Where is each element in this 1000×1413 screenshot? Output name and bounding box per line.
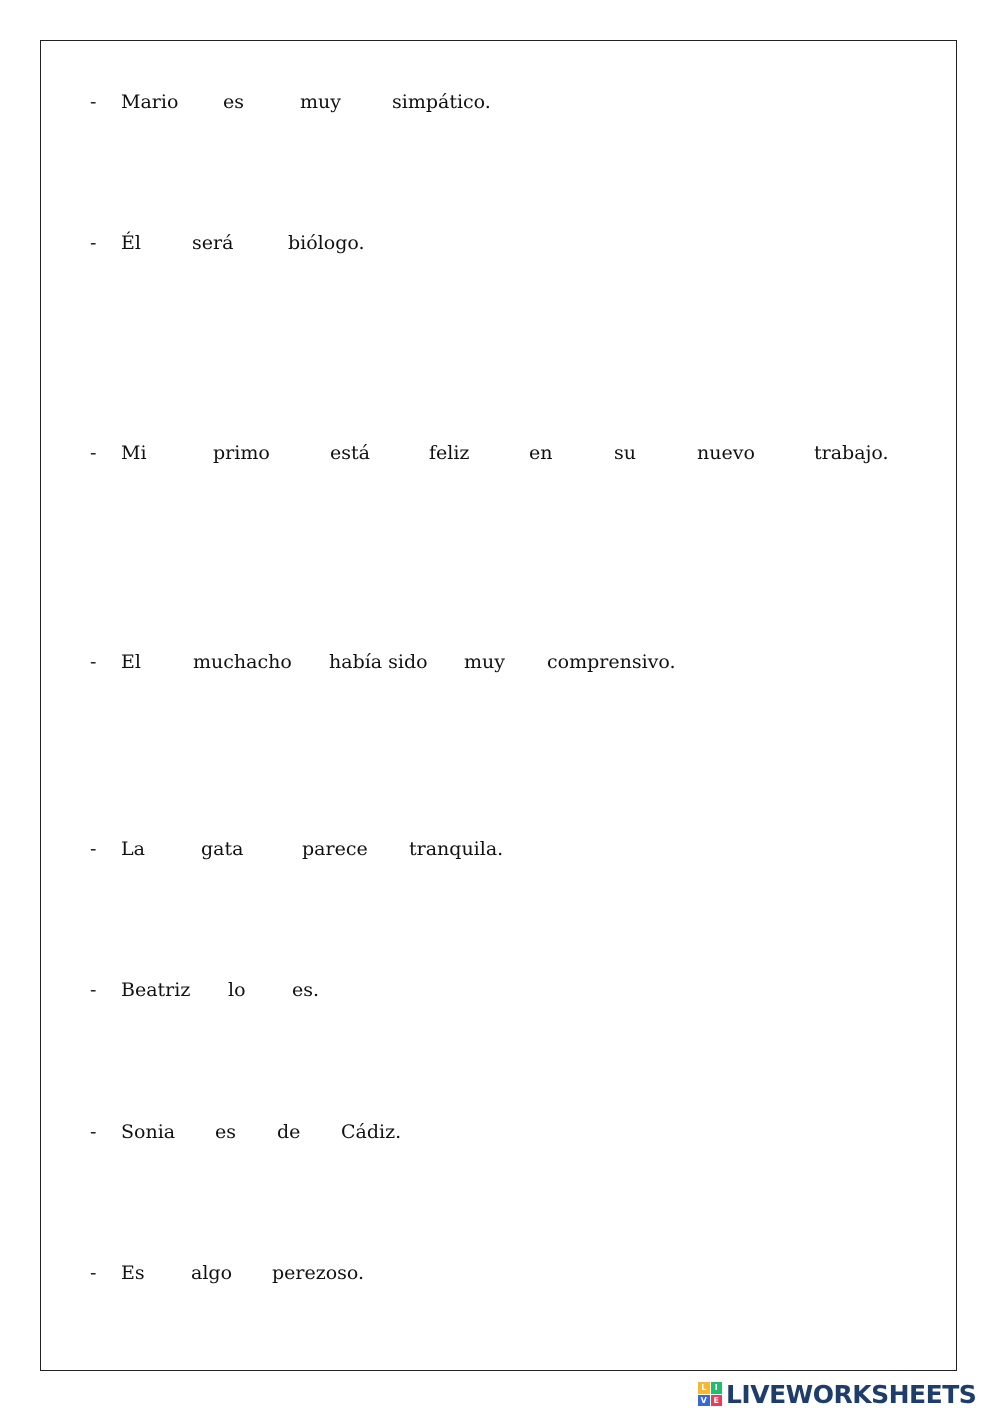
word-draggable[interactable]: es (215, 1121, 236, 1143)
logo-letter: I (711, 1382, 723, 1394)
sentence-3 (41, 438, 958, 468)
word-draggable[interactable]: primo (213, 442, 270, 464)
word-draggable[interactable]: feliz (429, 442, 470, 464)
worksheet-page (40, 40, 957, 1371)
sentence-dash: - (90, 979, 97, 1001)
sentence-dash: - (90, 1121, 97, 1143)
sentence-8 (41, 1258, 958, 1288)
sentence-4 (41, 647, 958, 677)
word-draggable[interactable]: es (223, 91, 244, 113)
word-draggable[interactable]: Beatriz (121, 979, 191, 1001)
word-draggable[interactable]: está (330, 442, 370, 464)
word-draggable[interactable]: en (529, 442, 553, 464)
liveworksheets-logo (698, 1378, 976, 1410)
word-draggable[interactable]: Cádiz. (341, 1121, 402, 1143)
logo-letter: E (711, 1395, 723, 1407)
word-draggable[interactable]: Es (121, 1262, 145, 1284)
logo-letter: L (698, 1382, 710, 1394)
word-draggable[interactable]: Sonia (121, 1121, 176, 1143)
word-draggable[interactable]: Mario (121, 91, 179, 113)
word-draggable[interactable]: nuevo (697, 442, 755, 464)
word-draggable[interactable]: gata (201, 838, 244, 860)
sentence-dash: - (90, 1262, 97, 1284)
sentence-6 (41, 975, 958, 1005)
word-draggable[interactable]: su (614, 442, 636, 464)
word-draggable[interactable]: trabajo. (814, 442, 889, 464)
word-draggable[interactable]: El (121, 651, 141, 673)
word-draggable[interactable]: biólogo. (288, 232, 365, 254)
sentence-dash: - (90, 232, 97, 254)
word-draggable[interactable]: será (192, 232, 234, 254)
word-draggable[interactable]: Él (121, 232, 141, 254)
word-draggable[interactable]: La (121, 838, 145, 860)
logo-mark-icon (698, 1382, 722, 1406)
sentence-dash: - (90, 838, 97, 860)
word-draggable[interactable]: lo (228, 979, 246, 1001)
sentence-dash: - (90, 442, 97, 464)
sentence-2 (41, 228, 958, 258)
logo-text: LIVEWORKSHEETS (726, 1379, 977, 1409)
word-draggable[interactable]: tranquila. (409, 838, 504, 860)
word-draggable[interactable]: muchacho (193, 651, 292, 673)
sentence-dash: - (90, 651, 97, 673)
sentence-1 (41, 87, 958, 117)
word-draggable[interactable]: es. (292, 979, 320, 1001)
sentence-7 (41, 1117, 958, 1147)
word-draggable[interactable]: muy (464, 651, 505, 673)
word-draggable[interactable]: parece (302, 838, 368, 860)
word-draggable[interactable]: perezoso. (272, 1262, 365, 1284)
word-draggable[interactable]: comprensivo. (547, 651, 676, 673)
sentence-5 (41, 834, 958, 864)
word-draggable[interactable]: muy (300, 91, 341, 113)
word-draggable[interactable]: había sido (329, 651, 428, 673)
word-draggable[interactable]: de (277, 1121, 301, 1143)
word-draggable[interactable]: algo (191, 1262, 233, 1284)
word-draggable[interactable]: simpático. (392, 91, 491, 113)
logo-letter: V (698, 1395, 710, 1407)
sentence-dash: - (90, 91, 97, 113)
word-draggable[interactable]: Mi (121, 442, 147, 464)
